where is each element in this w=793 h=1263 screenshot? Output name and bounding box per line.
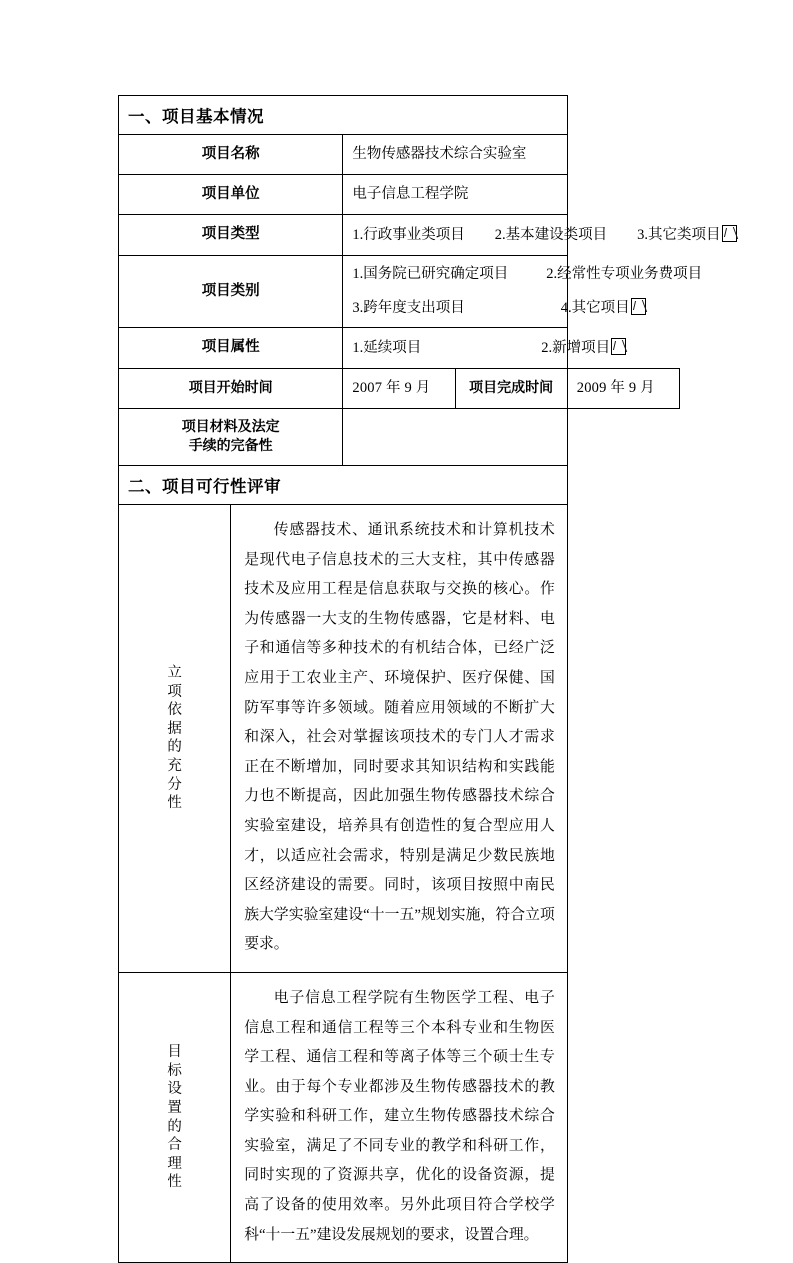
option-number: 2. [494, 226, 506, 243]
option-label[interactable]: 其它类项目 [648, 226, 721, 243]
option-number: 1. [352, 266, 364, 283]
project-category-options-line2 [352, 296, 630, 321]
checkbox-checked-icon[interactable] [631, 298, 646, 315]
value-start-time[interactable]: 2007 年 9 月 [343, 369, 455, 409]
checkbox-checked-icon[interactable] [611, 338, 626, 355]
body-goal [231, 972, 568, 1262]
table-row-materials [119, 409, 680, 466]
option-label[interactable]: 延续项目 [363, 339, 422, 356]
section-heading-row-basic [119, 96, 680, 135]
value-finish-time[interactable]: 2009 年 9 月 [567, 369, 679, 409]
value-project-attribute [343, 328, 611, 369]
option-number: 1. [352, 339, 364, 356]
option-number: 3. [352, 300, 364, 316]
table-row-project-attribute [119, 328, 680, 369]
project-type-options [352, 223, 721, 248]
vertical-label-text: 立项依据的充分性 [167, 665, 182, 812]
option-label[interactable]: 国务院已研究确定项目 [363, 266, 509, 283]
table-row-project-name [119, 135, 680, 175]
body-basis [231, 505, 568, 973]
table-row-project-unit [119, 175, 680, 215]
label-materials [119, 409, 343, 466]
table-row-project-category [119, 256, 680, 328]
option-number: 3. [637, 226, 648, 243]
option-number: 2. [541, 339, 553, 356]
table-row-project-dates [119, 369, 680, 409]
table-row-goal [119, 972, 680, 1262]
option-label[interactable]: 新增项目 [552, 339, 611, 356]
label-project-type: 项目类型 [119, 215, 343, 256]
value-project-name[interactable]: 生物传感器技术综合实验室 [343, 135, 567, 175]
value-project-unit[interactable]: 电子信息工程学院 [343, 175, 567, 215]
option-number: 4. [560, 300, 572, 316]
section-title-feasibility: 二、项目可行性评审 [119, 466, 568, 505]
label-materials-line1: 项目材料及法定 [181, 419, 280, 436]
label-project-unit: 项目单位 [119, 175, 343, 215]
paragraph-basis[interactable]: 传感器技术、通讯系统技术和计算机技术是现代电子信息技术的三大支柱，其中传感器技术及应用工程是信息获取与交换的核心。作为传感器一大支的生物传感器，它是材料、电子和通信等多种技术的有机结合体，已经广泛应用于工农业主产、环境保护、医疗保健、国防军事等许多领域。随着应用领域的不断扩大和深入，社会对掌握该项技术的专门人才需求正在不断增加，同时要求其知识结构和实践能力也不断提高，因此加强生物传感器技术综合实验室建设，培养具有创造性的复合型应用人才，以适应社会需求，特别是满足少数民族地区经济建设的需要。同时，该项目按照中南民族大学实验室建设“十一五”规划实施，符合立项要求。 [244, 522, 555, 953]
vertical-label-text: 目标设置的合理性 [167, 1044, 182, 1191]
checkbox-checked-icon[interactable] [722, 225, 737, 242]
paragraph-goal[interactable]: 电子信息工程学院有生物医学工程、电子信息工程和通信工程等三个本科专业和生物医学工程、通信工程和等离子体等三个硕士生专业。由于每个专业都涉及生物传感器技术的教学实验和科研工作，建立生物传感器技术综合实验室，满足了不同专业的教学和科研工作，同时实现的了资源共享，优化的设备资源，提高了设备的使用效率。另外此项目符合学校学科“十一五”建设发展规划的要求，设置合理。 [244, 989, 555, 1243]
label-project-name: 项目名称 [119, 135, 343, 175]
option-label[interactable]: 基本建设类项目 [505, 226, 608, 243]
table-row-basis [119, 505, 680, 973]
table-row-project-type [119, 215, 680, 256]
label-finish-time: 项目完成时间 [455, 369, 567, 409]
project-evaluation-form [118, 95, 721, 1263]
project-category-options-line1 [352, 262, 703, 287]
value-materials[interactable] [343, 409, 567, 466]
value-project-type [343, 215, 721, 256]
label-project-category: 项目类别 [119, 256, 343, 328]
option-label[interactable]: 经常性专项业务费项目 [557, 266, 703, 283]
option-label[interactable]: 其它项目 [571, 300, 630, 316]
section-title-basic: 一、项目基本情况 [119, 96, 568, 135]
label-project-attribute: 项目属性 [119, 328, 343, 369]
project-attribute-options [352, 336, 611, 361]
option-number: 1. [352, 226, 364, 243]
section-heading-row-feasibility [119, 466, 680, 505]
option-label[interactable]: 行政事业类项目 [363, 226, 465, 243]
option-label[interactable]: 跨年度支出项目 [363, 300, 465, 316]
label-start-time: 项目开始时间 [119, 369, 343, 409]
label-materials-line2: 手续的完备性 [188, 438, 273, 454]
option-number: 2. [546, 266, 558, 283]
label-basis-vertical [119, 505, 231, 973]
label-goal-vertical [119, 972, 231, 1262]
value-project-category [343, 256, 703, 328]
